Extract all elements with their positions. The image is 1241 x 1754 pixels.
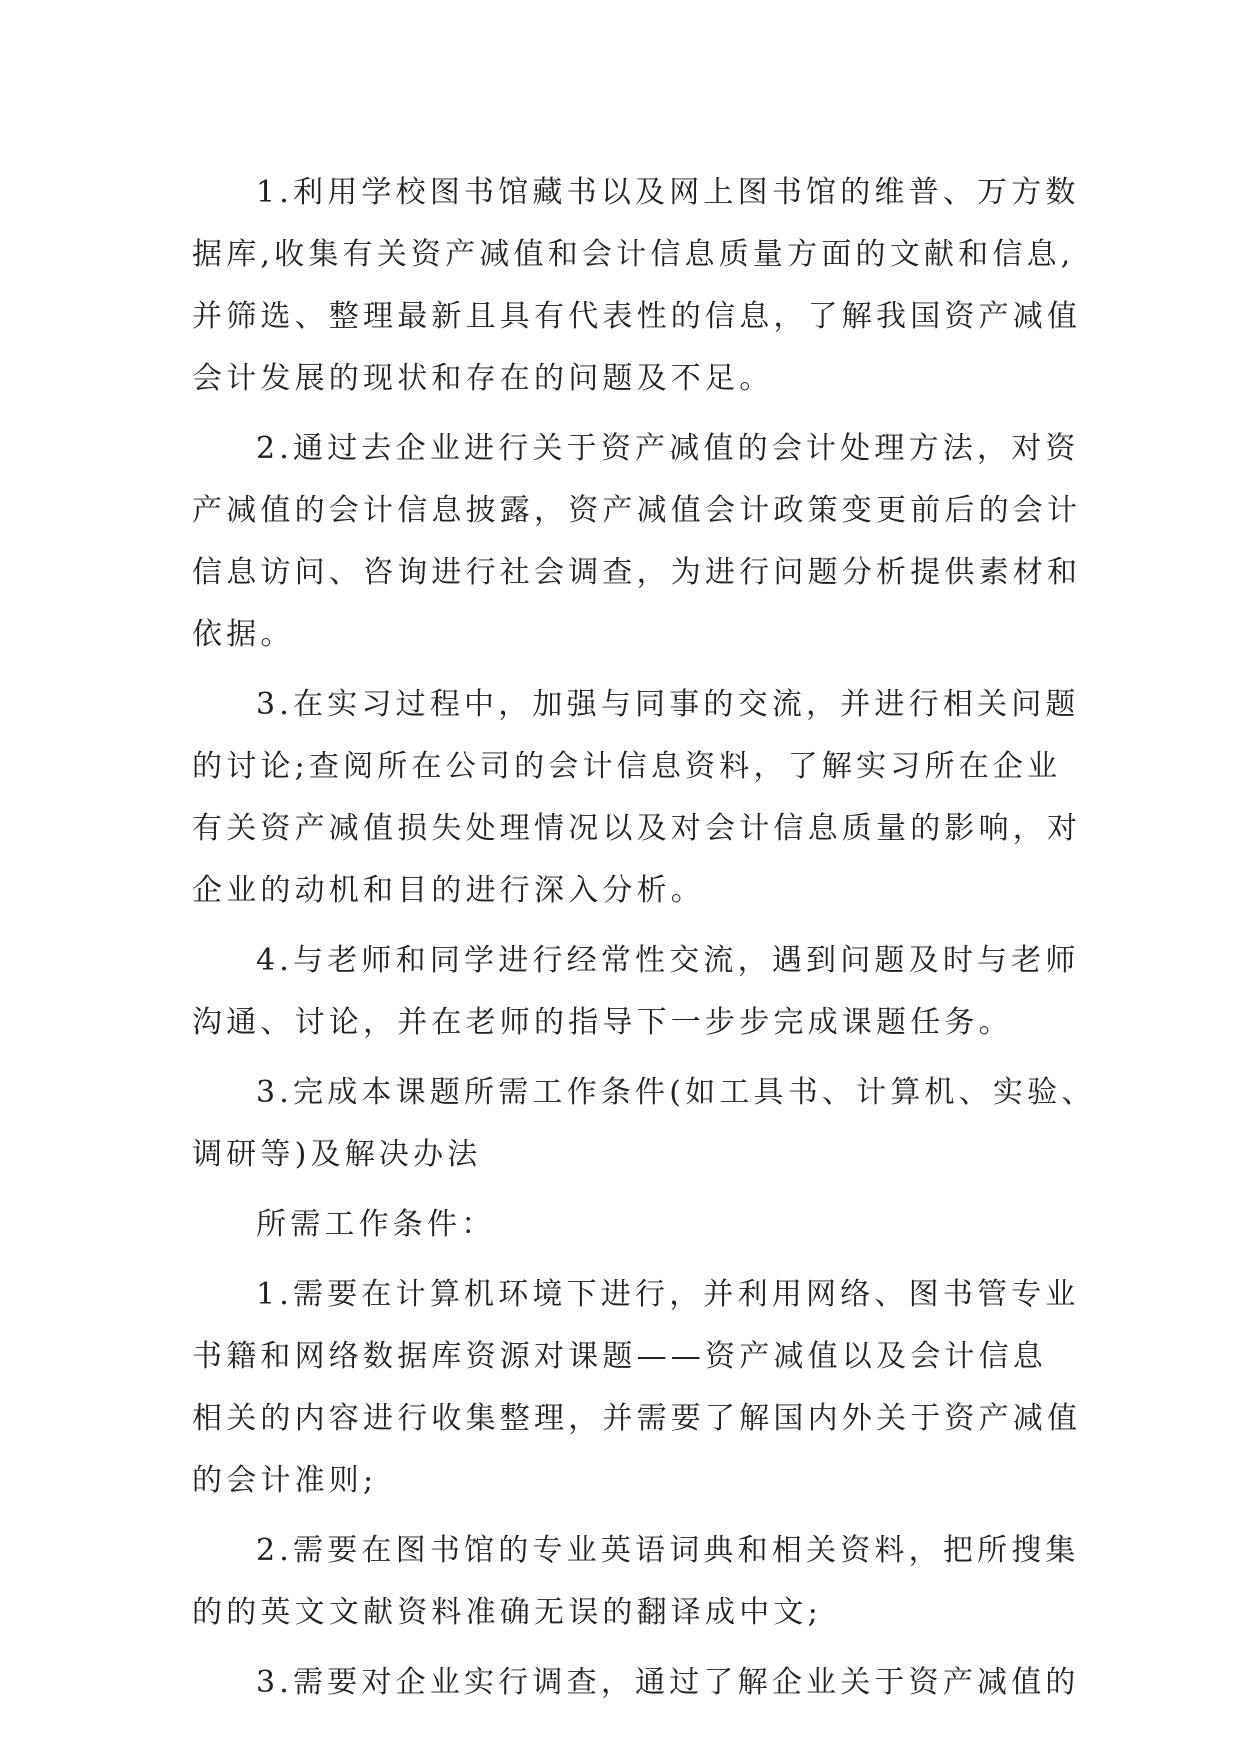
document-page xyxy=(192,162,1096,1714)
text-line: 并筛选、整理最新且具有代表性的信息，了解我国资产减值 xyxy=(192,299,1082,334)
text-line: 会计发展的现状和存在的问题及不足。 xyxy=(192,361,774,396)
text-line: 的会计准则; xyxy=(192,1463,378,1498)
text-line: 有关资产减值损失处理情况以及对会计信息质量的影响，对 xyxy=(192,811,1082,846)
text-line: 3.需要对企业实行调查，通过了解企业关于资产减值的 xyxy=(256,1665,1080,1700)
text-line: 2.需要在图书馆的专业英语词典和相关资料，把所搜集 xyxy=(256,1533,1080,1568)
text-line: 1.利用学校图书馆藏书以及网上图书馆的维普、万方数 xyxy=(256,175,1080,210)
text-line: 信息访问、咨询进行社会调查，为进行问题分析提供素材和 xyxy=(192,555,1082,590)
text-line: 1.需要在计算机环境下进行，并利用网络、图书管专业 xyxy=(256,1277,1080,1312)
text-line: 沟通、讨论，并在老师的指导下一步步完成课题任务。 xyxy=(192,1005,1013,1040)
text-line: 调研等)及解决办法 xyxy=(192,1137,482,1172)
text-line: 的的英文文献资料准确无误的翻译成中文; xyxy=(192,1595,822,1630)
text-line: 的讨论;查阅所在公司的会计信息资料，了解实习所在企业 xyxy=(192,749,1062,784)
text-line: 企业的动机和目的进行深入分析。 xyxy=(192,873,705,908)
text-line: 书籍和网络数据库资源对课题——资产减值以及会计信息 xyxy=(192,1339,1047,1374)
text-line: 依据。 xyxy=(192,617,295,652)
text-line: 2.通过去企业进行关于资产减值的会计处理方法，对资 xyxy=(256,431,1080,466)
text-line: 3.在实习过程中，加强与同事的交流，并进行相关问题 xyxy=(256,687,1080,722)
text-line: 据库,收集有关资产减值和会计信息质量方面的文献和信息, xyxy=(192,237,1075,272)
text-line: 3.完成本课题所需工作条件(如工具书、计算机、实验、 xyxy=(256,1075,1096,1110)
text-line: 产减值的会计信息披露，资产减值会计政策变更前后的会计 xyxy=(192,493,1082,528)
text-line: 相关的内容进行收集整理，并需要了解国内外关于资产减值 xyxy=(192,1401,1082,1436)
text-line: 所需工作条件： xyxy=(256,1207,496,1242)
text-line: 4.与老师和同学进行经常性交流，遇到问题及时与老师 xyxy=(256,943,1080,978)
